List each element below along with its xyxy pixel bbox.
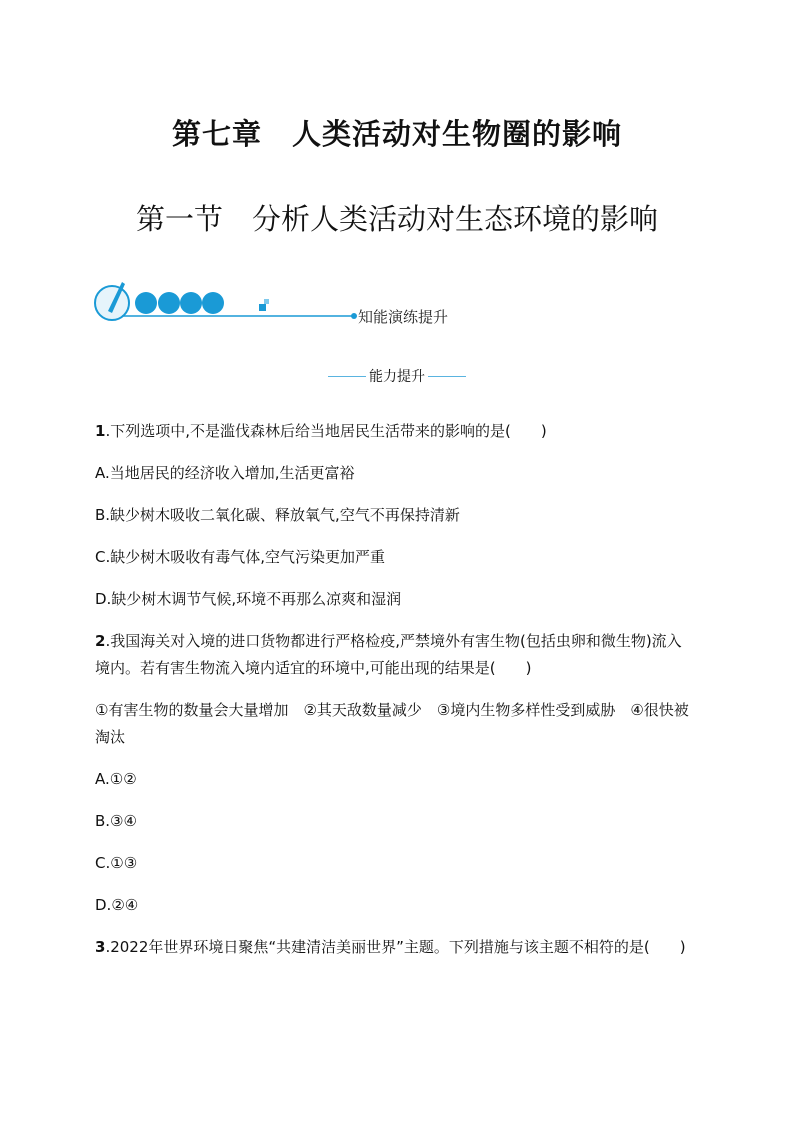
question-2-option-c: C.①③ bbox=[95, 854, 138, 872]
question-text: .下列选项中,不是滥伐森林后给当地居民生活带来的影响的是( ) bbox=[105, 422, 547, 440]
question-1-option-b: B.缺少树木吸收二氧化碳、释放氧气,空气不再保持清新 bbox=[95, 506, 460, 524]
question-text: .我国海关对入境的进口货物都进行严格检疫,严禁境外有害生物(包括虫卵和微生物)流入境内。若有害生物流入境内适宜的环境中,可能出现的结果是( ) bbox=[95, 632, 682, 677]
banner-dot-3 bbox=[180, 292, 202, 314]
subheading-text: 能力提升 bbox=[369, 369, 425, 385]
question-1-option-c: C.缺少树木吸收有毒气体,空气污染更加严重 bbox=[95, 548, 386, 566]
banner-rule-end-dot bbox=[351, 313, 357, 319]
subheading-rule-right bbox=[428, 376, 466, 377]
question-number: 1 bbox=[95, 422, 106, 440]
question-2-statements: ①有害生物的数量会大量增加 ②其天敌数量减少 ③境内生物多样性受到威胁 ④很快被淘汰 bbox=[95, 701, 689, 746]
question-2-stem bbox=[95, 628, 695, 682]
question-text: .2022年世界环境日聚焦“共建清洁美丽世界”主题。下列措施与该主题不相符的是( ) bbox=[105, 938, 686, 956]
banner-label: 知能演练提升 bbox=[358, 308, 449, 326]
question-number: 3 bbox=[95, 938, 106, 956]
question-2-option-a: A.①② bbox=[95, 770, 137, 788]
chapter-title: 第七章 人类活动对生物圈的影响 bbox=[171, 117, 622, 151]
banner-dot-2 bbox=[158, 292, 180, 314]
question-list bbox=[95, 418, 695, 976]
subheading bbox=[0, 366, 794, 386]
question-2-option-b: B.③④ bbox=[95, 812, 137, 830]
banner-dot-4 bbox=[202, 292, 224, 314]
question-1-option-a: A.当地居民的经济收入增加,生活更富裕 bbox=[95, 464, 355, 482]
question-1-option-d: D.缺少树木调节气候,环境不再那么凉爽和湿润 bbox=[95, 590, 402, 608]
banner-square-icon bbox=[259, 304, 266, 311]
question-number: 2 bbox=[95, 632, 106, 650]
question-3-stem bbox=[95, 934, 695, 961]
banner-dot-1 bbox=[135, 292, 157, 314]
question-1-stem bbox=[95, 418, 695, 445]
question-2-option-d: D.②④ bbox=[95, 896, 139, 914]
subheading-rule-left bbox=[328, 376, 366, 377]
section-title: 第一节 分析人类活动对生态环境的影响 bbox=[135, 202, 658, 236]
banner-square-icon-small bbox=[264, 299, 269, 304]
